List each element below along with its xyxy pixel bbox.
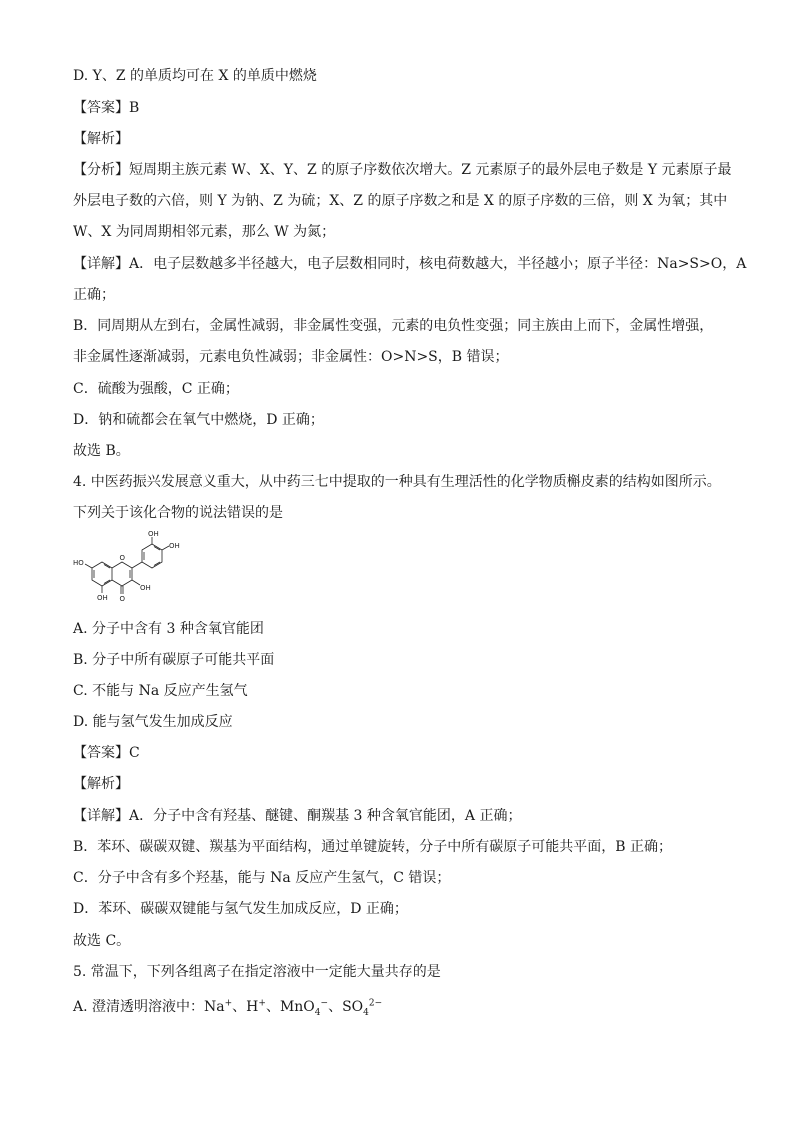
- ion-sulfate-charge: 2−: [368, 998, 383, 1009]
- option-b-q4: B. 分子中所有碳原子可能共平面: [73, 652, 275, 668]
- analysis-text-2: 外层电子数的六倍，则 Y 为钠、Z 为硫；X、Z 的原子序数之和是 X 的原子序数的三倍，则 X 为氧；其中: [73, 193, 728, 209]
- detail-b-q3-cont: 非金属性逐渐减弱，元素电负性减弱；非金属性：O>N>S，B 错误；: [73, 349, 509, 365]
- question-5: 5. 常温下，下列各组离子在指定溶液中一定能大量共存的是: [73, 964, 441, 980]
- question-4: 4. 中医药振兴发展意义重大，从中药三七中提取的一种具有生理活性的化学物质槲皮素的结构如图所示。: [73, 474, 721, 490]
- analysis-text-1: 【分析】短周期主族元素 W、X、Y、Z 的原子序数依次增大。Z 元素原子的最外层电子数是 Y 元素原子最: [73, 162, 732, 178]
- ring-oxygen-label: O: [119, 554, 126, 562]
- ion-sodium: Na: [204, 999, 225, 1015]
- detail-d-q4: D．苯环、碳碳双键能与氢气发生加成反应，D 正确；: [73, 901, 408, 917]
- ion-permanganate-charge: −: [320, 998, 329, 1009]
- oh-label-top2: OH: [169, 542, 180, 550]
- detail-d-q3: D．钠和硫都会在氧气中燃烧，D 正确；: [73, 412, 324, 428]
- detail-c-q4: C．分子中含有多个羟基，能与 Na 反应产生氢气，C 错误；: [73, 870, 451, 886]
- ho-label-left: HO: [73, 559, 84, 567]
- separator: 、: [328, 999, 343, 1015]
- detail-a-q4: 【详解】A．分子中含有羟基、醚键、酮羰基 3 种含氧官能团，A 正确；: [73, 808, 522, 824]
- detail-c-q3: C．硫酸为强酸，C 正确；: [73, 381, 239, 397]
- answer-q3: 【答案】B: [73, 100, 140, 116]
- detail-b-q3: B．同周期从左到右，金属性减弱，非金属性变强，元素的电负性变强；同主族由上而下，金属性增强，: [73, 318, 714, 334]
- option-d-q3: D. Y、Z 的单质均可在 X 的单质中燃烧: [73, 68, 317, 84]
- separator: 、: [265, 999, 280, 1015]
- separator: 、: [232, 999, 247, 1015]
- oh-label-right: OH: [140, 584, 151, 592]
- ion-sulfate: SO: [342, 999, 364, 1015]
- detail-b-q4: B．苯环、碳碳双键、羰基为平面结构，通过单键旋转，分子中所有碳原子可能共平面，B 正确；: [73, 839, 673, 855]
- analysis-text-3: W、X 为同周期相邻元素，那么 W 为氮；: [73, 224, 336, 240]
- option-d-q4: D. 能与氢气发生加成反应: [73, 714, 233, 730]
- answer-q4: 【答案】C: [73, 745, 140, 761]
- option-a-q4: A. 分子中含有 3 种含氧官能团: [73, 621, 264, 637]
- oh-label-top1: OH: [148, 530, 159, 538]
- conclusion-q4: 故选 C。: [73, 933, 131, 949]
- question-4-cont: 下列关于该化合物的说法错误的是: [73, 505, 283, 521]
- option-c-q4: C. 不能与 Na 反应产生氢气: [73, 683, 248, 699]
- option-a-q5: [73, 998, 754, 1016]
- analysis-heading-q4: 【解析】: [73, 776, 129, 792]
- ion-sulfate-sub: 4: [363, 1007, 369, 1018]
- quercetin-structure-diagram: [70, 530, 190, 610]
- oh-label-bottom: OH: [97, 594, 108, 602]
- detail-a-q3: 【详解】A．电子层数越多半径越大，电子层数相同时，核电荷数越大，半径越小；原子半径：Na>S>O，A: [73, 256, 747, 272]
- ion-hydrogen: H: [246, 999, 259, 1015]
- detail-a-q3-cont: 正确；: [73, 287, 115, 303]
- ion-permanganate-sub: 4: [314, 1007, 321, 1018]
- carbonyl-oxygen-label: O: [119, 595, 126, 603]
- ion-hydrogen-charge: +: [258, 998, 266, 1009]
- conclusion-q3: 故选 B。: [73, 443, 130, 459]
- analysis-heading-q3: 【解析】: [73, 131, 129, 147]
- ion-sodium-charge: +: [224, 998, 233, 1009]
- ion-permanganate: MnO: [279, 999, 315, 1015]
- option-a-q5-prefix: A. 澄清透明溶液中：: [73, 999, 205, 1015]
